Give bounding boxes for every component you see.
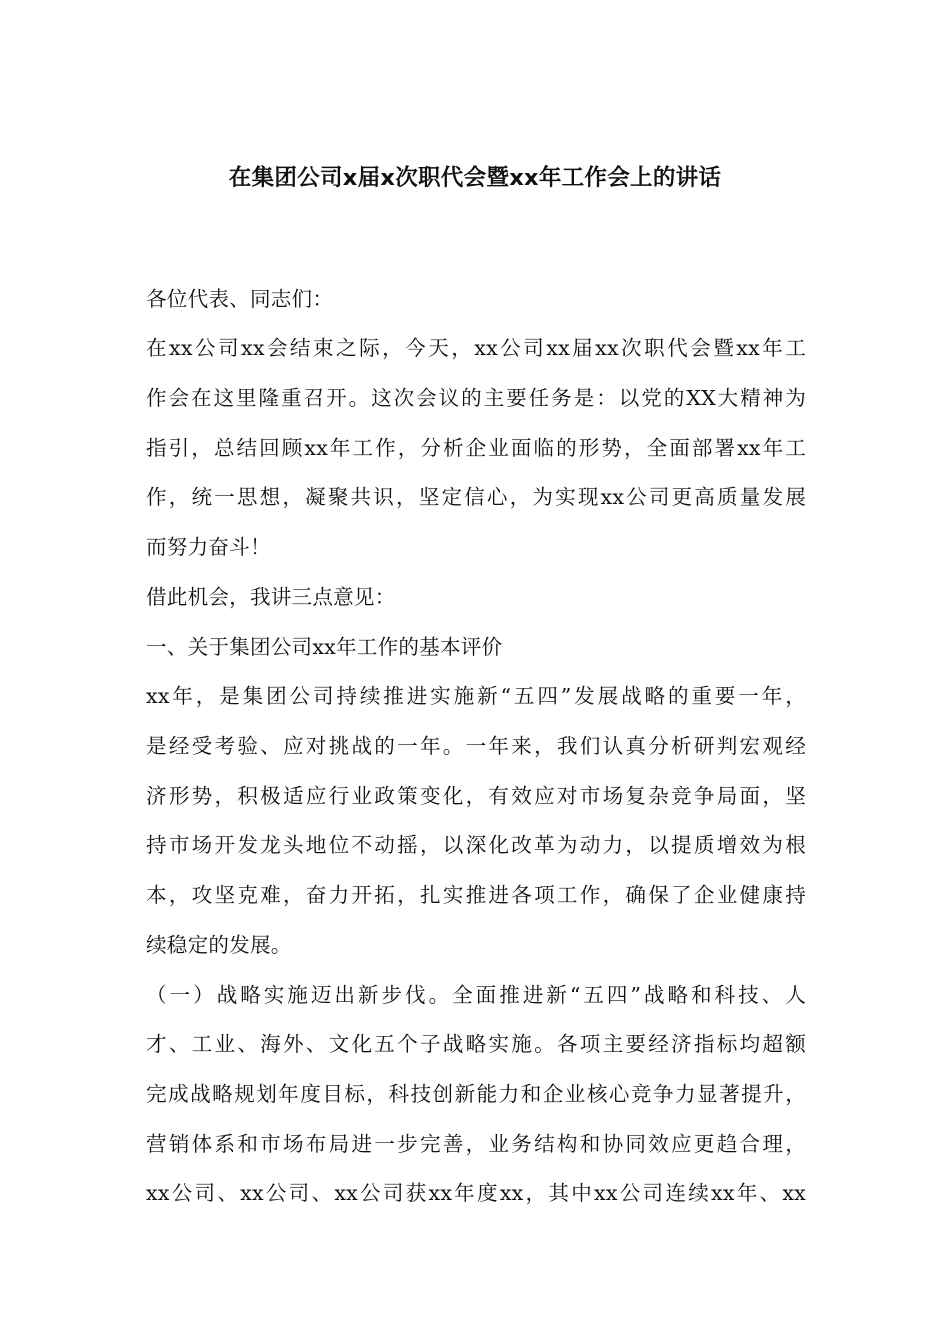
paragraph-line: 持市场开发龙头地位不动摇，以深化改革为动力，以提质增效为根	[146, 833, 806, 857]
paragraph-line: 作会在这里隆重召开。这次会议的主要任务是：以党的XX大精神为	[146, 386, 806, 410]
paragraph-line: xx年，是集团公司持续推进实施新“五四”发展战略的重要一年，	[146, 684, 806, 708]
paragraph-line: （一）战略实施迈出新步伐。全面推进新“五四”战略和科技、人	[146, 983, 806, 1007]
paragraph-line: 营销体系和市场布局进一步完善，业务结构和协同效应更趋合理，	[146, 1132, 806, 1156]
paragraph-line: 而努力奋斗！	[146, 535, 271, 559]
paragraph-line: 济形势，积极适应行业政策变化，有效应对市场复杂竞争局面，坚	[146, 784, 806, 808]
paragraph-line: 作，统一思想，凝聚共识，坚定信心，为实现xx公司更高质量发展	[146, 485, 806, 509]
document-title: 在集团公司x届x次职代会暨xx年工作会上的讲话	[228, 165, 722, 191]
paragraph-line: 借此机会，我讲三点意见：	[146, 585, 396, 609]
paragraph-line: 是经受考验、应对挑战的一年。一年来，我们认真分析研判宏观经	[146, 734, 806, 758]
paragraph-line: 在xx公司xx会结束之际，今天，xx公司xx届xx次职代会暨xx年工	[146, 336, 806, 360]
section-heading: 一、关于集团公司xx年工作的基本评价	[146, 635, 503, 659]
paragraph-line: 本，攻坚克难，奋力开拓，扎实推进各项工作，确保了企业健康持	[146, 883, 806, 907]
salutation-line: 各位代表、同志们：	[146, 287, 334, 311]
paragraph-line: 指引，总结回顾xx年工作，分析企业面临的形势，全面部署xx年工	[146, 436, 806, 460]
paragraph-line: xx公司、xx公司、xx公司获xx年度xx，其中xx公司连续xx年、xx	[146, 1181, 806, 1205]
paragraph-line: 才、工业、海外、文化五个子战略实施。各项主要经济指标均超额	[146, 1032, 806, 1056]
paragraph-line: 完成战略规划年度目标，科技创新能力和企业核心竞争力显著提升，	[146, 1082, 806, 1106]
paragraph-line: 续稳定的发展。	[146, 933, 292, 957]
